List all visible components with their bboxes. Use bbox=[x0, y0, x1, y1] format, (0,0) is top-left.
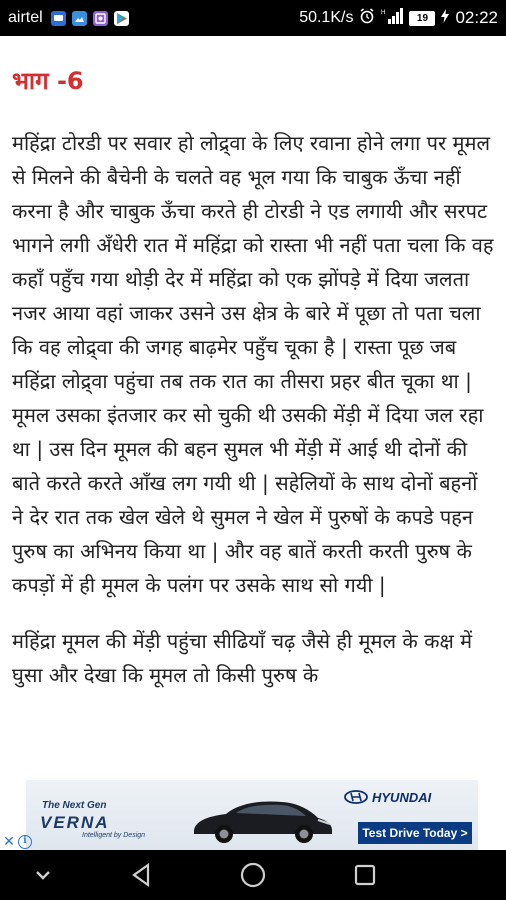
test-drive-button[interactable]: Test Drive Today > bbox=[358, 822, 472, 844]
ad-close-icon[interactable]: ✕ bbox=[3, 834, 15, 850]
ad-creative[interactable] bbox=[26, 780, 478, 850]
image-icon bbox=[72, 11, 87, 26]
ad-subtag: Intelligent by Design bbox=[82, 832, 146, 839]
ad-info-icon[interactable]: i bbox=[18, 835, 32, 849]
status-bar bbox=[0, 0, 506, 36]
svg-text:H: H bbox=[381, 9, 386, 16]
part-title: भाग -6 bbox=[12, 67, 84, 95]
brand-logo bbox=[344, 788, 474, 806]
story-paragraph: महिंद्रा टोरडी पर सवार हो लोद्र्वा के लिए रवाना होने लगा पर मूमल से मिलने की बैचेनी के चलते वह भूल गया कि चाबुक ऊँचा नहीं करना है और चाबुक ऊँचा करते ही टोरडी ने एड लगायी और सरपट भागने लगी अँधेरी रात में महिंद्रा को रास्ता भी नहीं पता चला कि वह कहाँ पहुँच गया थोड़ी देर में महिंद्रा को एक झोंपड़े में दिया जलता नजर आया वहां जाकर उसने उस क्षेत्र के बारे में पूछा तो पता चला कि वह लोद्र्वा की जगह बाढ़मेर पहुँच चूका है | रास्ता पूछ जब महिंद्रा लोद्र्वा पहुंचा तब तक रात का तीसरा प्रहर बीत चूका था | मूमल उसका इंतजार कर सो चुकी थी उसकी मेंड़ी में दिया जल रहा था | उस दिन मूमल की बहन सुमल भी मेंड़ी में आई थी दोनों की बाते करते करते आँख लग गयी थी | सहेलियों के साथ दोनों बहनों ने देर रात तक खेल खेले थे सुमल ने खेल में पुरुषों के कपडे पहन पुरुष का अभिनय किया था | और वह बातें करती करती पुरुष के कपड़ों में ही मूमल के पलंग पर उसके साथ सो गयी | bbox=[12, 131, 494, 597]
story-paragraph: महिंद्रा मूमल की मेंड़ी पहुंचा सीढियाँ चढ़ जैसे ही मूमल के कक्ष में घुसा और देखा कि मूमल तो किसी पुरुष के bbox=[12, 629, 473, 687]
play-store-icon bbox=[114, 11, 129, 26]
chat-icon bbox=[51, 11, 66, 26]
status-left bbox=[8, 9, 129, 27]
ad-tagline: The Next Gen bbox=[42, 800, 107, 811]
recents-icon[interactable] bbox=[350, 860, 380, 890]
collapse-chevron-icon[interactable] bbox=[28, 860, 58, 890]
charging-icon bbox=[441, 9, 449, 28]
battery-indicator: 19 bbox=[409, 11, 435, 26]
navigation-bar bbox=[0, 850, 506, 900]
story-content[interactable] bbox=[0, 36, 506, 780]
home-icon[interactable] bbox=[238, 860, 268, 890]
car-image bbox=[186, 786, 336, 846]
back-icon[interactable] bbox=[126, 860, 156, 890]
alarm-icon bbox=[359, 8, 375, 29]
carrier-name: airtel bbox=[8, 9, 43, 26]
brand-name: HYUNDAI bbox=[372, 789, 432, 805]
signal-icon bbox=[381, 7, 403, 30]
status-right bbox=[299, 7, 498, 30]
network-speed: 50.1K/s bbox=[299, 9, 354, 26]
ad-banner[interactable] bbox=[0, 780, 506, 850]
hyundai-logo-icon bbox=[344, 790, 368, 804]
clock: 02:22 bbox=[455, 8, 498, 27]
ad-model-name: VERNA bbox=[40, 813, 110, 832]
photo-icon bbox=[93, 11, 108, 26]
